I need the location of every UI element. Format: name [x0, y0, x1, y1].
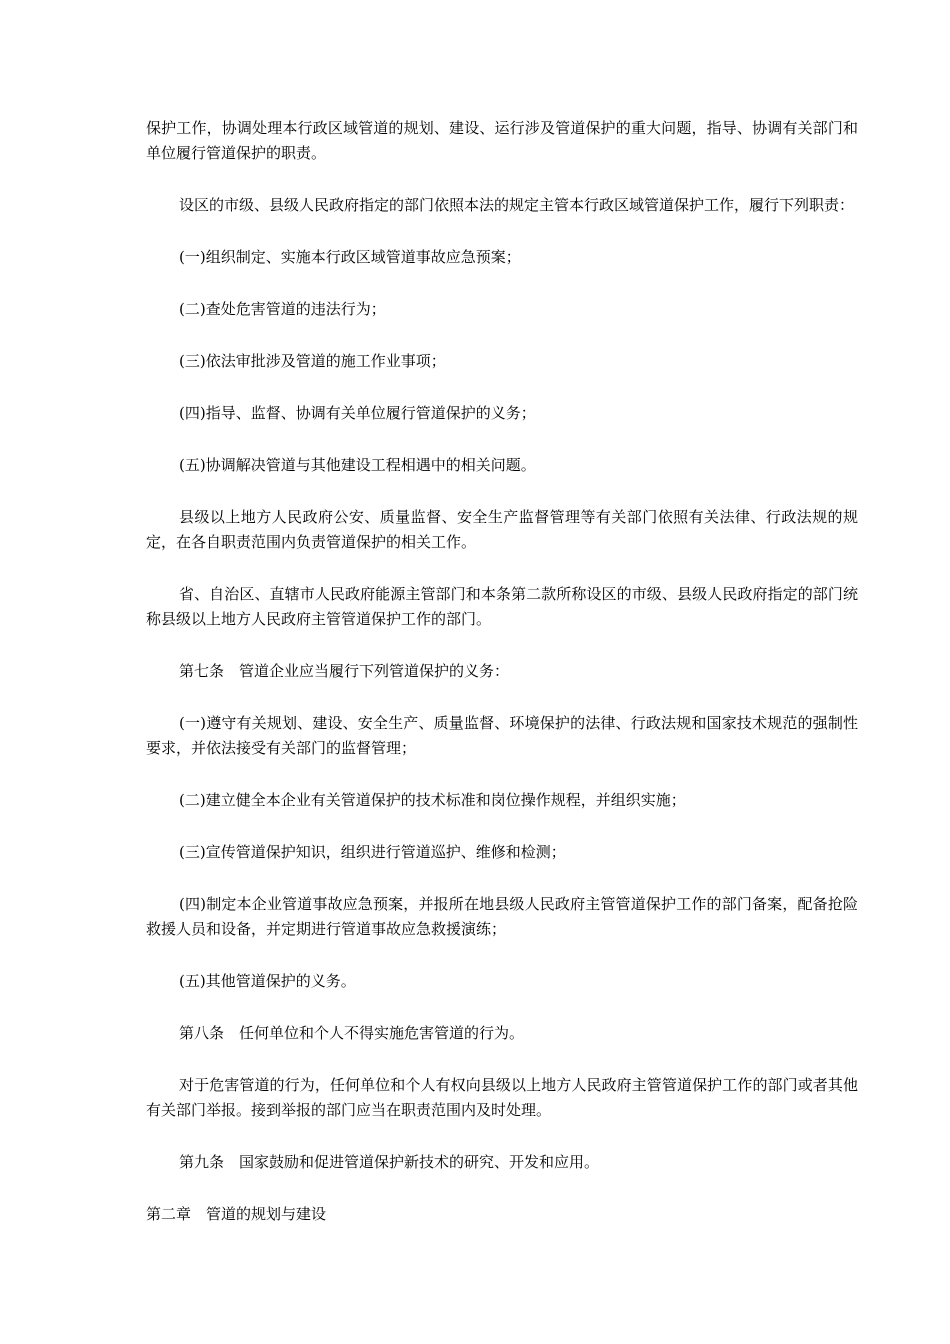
list-item-duty-2: (二)查处危害管道的违法行为； — [179, 300, 386, 318]
list-item-duty-5: (五)协调解决管道与其他建设工程相遇中的相关问题。 — [179, 456, 536, 474]
paragraph-district-duties: 设区的市级、县级人民政府指定的部门依照本法的规定主管本行政区域管道保护工作，履行下列职责： — [179, 196, 855, 214]
paragraph-continuation: 保护工作，协调处理本行政区域管道的规划、建设、运行涉及管道保护的重大问题，指导、协调有关部门和单位履行管道保护的职责。 — [146, 119, 858, 162]
paragraph-provincial-departments: 省、自治区、直辖市人民政府能源主管部门和本条第二款所称设区的市级、县级人民政府指定的部门统称县级以上地方人民政府主管管道保护工作的部门。 — [146, 585, 858, 628]
article-9: 第九条 国家鼓励和促进管道保护新技术的研究、开发和应用。 — [179, 1153, 600, 1171]
article-7-heading: 第七条 管道企业应当履行下列管道保护的义务： — [179, 662, 510, 680]
paragraph-reporting: 对于危害管道的行为，任何单位和个人有权向县级以上地方人民政府主管管道保护工作的部门或者其他有关部门举报。接到举报的部门应当在职责范围内及时处理。 — [146, 1076, 858, 1119]
list-item-duty-4: (四)指导、监督、协调有关单位履行管道保护的义务； — [179, 404, 536, 422]
document-page — [146, 116, 858, 1227]
list-item-obligation-5: (五)其他管道保护的义务。 — [179, 972, 356, 990]
article-8: 第八条 任何单位和个人不得实施危害管道的行为。 — [179, 1024, 525, 1042]
list-item-obligation-3: (三)宣传管道保护知识，组织进行管道巡护、维修和检测； — [179, 843, 566, 861]
list-item-duty-3: (三)依法审批涉及管道的施工作业事项； — [179, 352, 446, 370]
list-item-duty-1: (一)组织制定、实施本行政区域管道事故应急预案； — [179, 248, 521, 266]
chapter-heading: 第二章 管道的规划与建设 — [146, 1205, 327, 1223]
list-item-obligation-4: (四)制定本企业管道事故应急预案，并报所在地县级人民政府主管管道保护工作的部门备案，配备抢险救援人员和设备，并定期进行管道事故应急救援演练； — [146, 895, 858, 938]
list-item-obligation-2: (二)建立健全本企业有关管道保护的技术标准和岗位操作规程，并组织实施； — [179, 791, 686, 809]
paragraph-county-departments: 县级以上地方人民政府公安、质量监督、安全生产监督管理等有关部门依照有关法律、行政法规的规定，在各自职责范围内负责管道保护的相关工作。 — [146, 508, 858, 551]
list-item-obligation-1: (一)遵守有关规划、建设、安全生产、质量监督、环境保护的法律、行政法规和国家技术规范的强制性要求，并依法接受有关部门的监督管理； — [146, 714, 858, 757]
